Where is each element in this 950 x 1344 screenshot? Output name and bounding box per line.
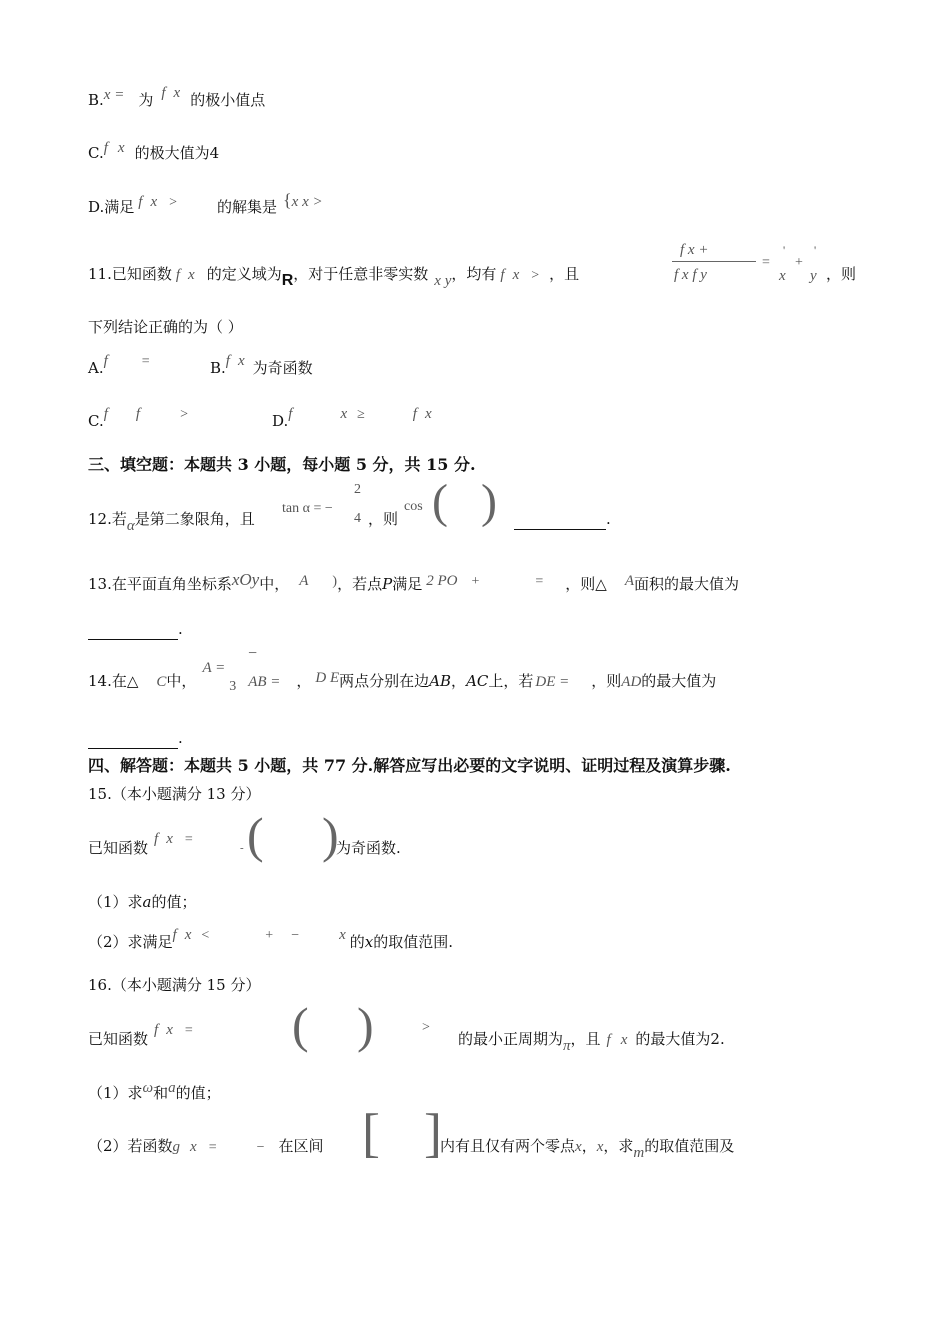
q12-then: ，则 (368, 510, 399, 528)
q16-part1: （1）求ω和a的值； (88, 1080, 221, 1102)
q11-num2: ' (814, 243, 817, 257)
q16-part2: （2）若函数g x = − 在区间 (88, 1137, 324, 1155)
q16-stem: 已知函数 f x = (88, 1022, 193, 1048)
q12-left-paren: ( (432, 475, 448, 528)
q14-answer-blank: . (88, 728, 183, 749)
q11-option-b: B.f x 为奇函数 (210, 353, 313, 377)
q11-num1: ' (783, 243, 786, 257)
q15-part2: （2）求满足f x < + − x 的x的取值范围. (88, 927, 454, 951)
q15-minus: - (240, 842, 244, 854)
q11-ry: y (810, 268, 817, 284)
q12-stem: 12.若α是第二象限角，且 (88, 510, 255, 534)
q14-stem: 14.在△ C中，A =3 AB = ， D E两点分别在边AB，AC上，若 DE = ，则AD的最大值为 (88, 660, 717, 694)
q15-right-paren: ) (322, 807, 339, 863)
q16-header: 16.（本小题满分 15 分） (88, 976, 261, 994)
q11-equals: = (762, 255, 770, 270)
q11-option-a: A.f = (88, 353, 150, 377)
q12-answer-blank: . (514, 509, 611, 530)
q16-gt: > (422, 1020, 430, 1035)
q12-cos: cos (404, 499, 423, 514)
q15-header: 15.（本小题满分 13 分） (88, 785, 261, 803)
q11-then: ，则 (826, 265, 857, 283)
section-3-heading: 三、填空题：本题共 3 小题，每小题 5 分，共 15 分. (88, 455, 476, 474)
q11-option-c: C.f f > (88, 406, 188, 430)
q11-option-d: D.f x ≥ f x (272, 406, 432, 430)
q13-answer-blank: . (88, 619, 183, 640)
q15-left-paren: ( (247, 807, 264, 863)
q11-plus: + (795, 255, 803, 270)
q12-right-paren: ) (481, 475, 497, 528)
q11-fraction-bar (672, 261, 756, 262)
q12-num: 2 (354, 482, 361, 497)
q16-left-paren: ( (292, 997, 309, 1053)
q16-part2-tail: 内有且仅有两个零点x，x，求m的取值范围及 (440, 1137, 735, 1161)
q10-option-c: C.f x 的极大值为4 (88, 140, 220, 162)
q15-part1: （1）求a的值； (88, 893, 197, 911)
q15-stem: 已知函数 f x = (88, 831, 193, 857)
q11-fraction-denominator: f x f y (674, 267, 707, 283)
q16-left-bracket: [ (362, 1103, 380, 1163)
section-4-heading: 四、解答题：本题共 5 小题，共 77 分.解答应写出必要的文字说明、证明过程及演算步骤. (88, 756, 731, 775)
q10-option-b: B.x = 为 f x 的极小值点 (88, 85, 266, 109)
q12-tan: tan α = − (282, 501, 333, 516)
q16-right-bracket: ] (424, 1103, 442, 1163)
q11-rx: x (779, 268, 786, 284)
q13-stem: 13.在平面直角坐标系xOy中， A )，若点P满足 2 PO + = ，则△ A面积的最大值为 (88, 570, 740, 593)
q11-stem: 11.已知函数 f x 的定义域为R，对于任意非零实数 x y，均有 f x > ，且 (88, 265, 580, 289)
q16-right-paren: ) (357, 997, 374, 1053)
q12-den: 4 (354, 511, 361, 526)
q11-line2: 下列结论正确的为（ ） (88, 318, 243, 336)
q16-stem-tail: 的最小正周期为π，且 f x 的最大值为2. (458, 1030, 725, 1054)
q15-tail: 为奇函数. (336, 839, 401, 857)
q11-fraction-numerator: f x + (680, 242, 709, 258)
q14-pi-mark: − (248, 645, 258, 662)
q10-option-d: D.满足 f x > 的解集是 {x x > (88, 190, 323, 216)
